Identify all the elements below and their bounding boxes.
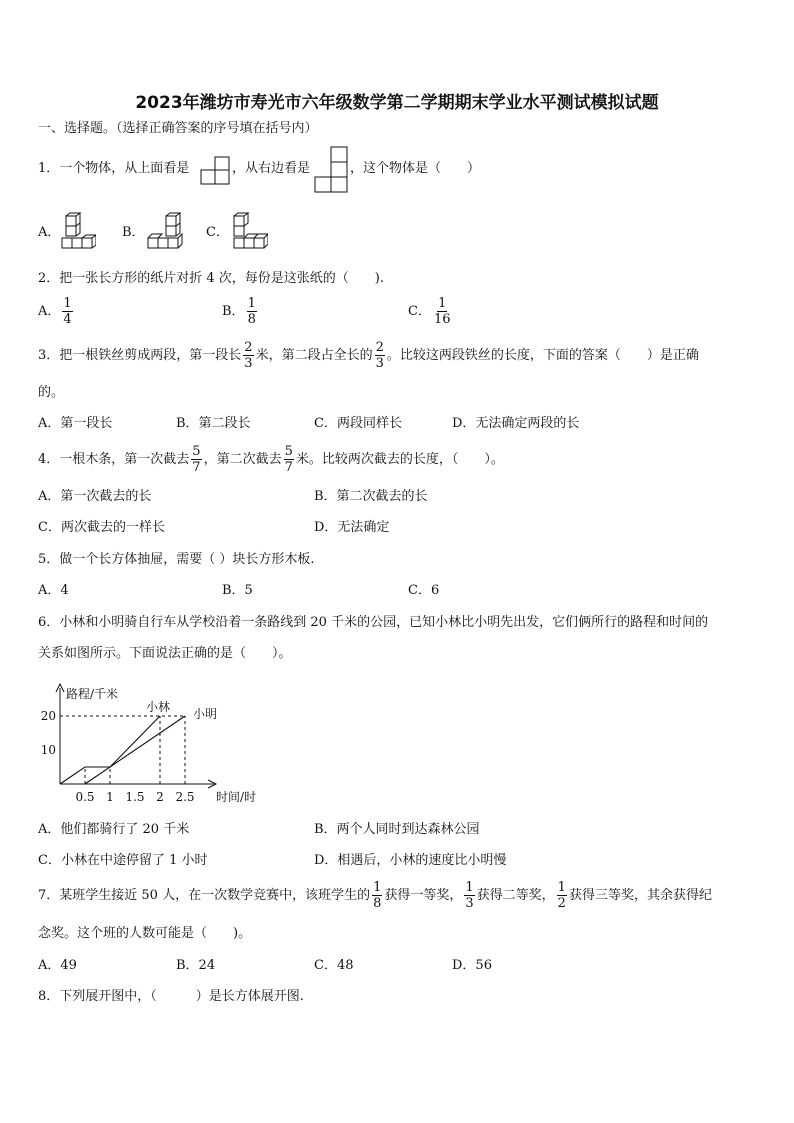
q7-option-d: D．56 xyxy=(452,958,492,973)
question-5-stem: 5．做一个长方体抽屉，需要（ ）块长方形木板. xyxy=(38,552,315,567)
q7-text-c: 获得二等奖， xyxy=(476,888,555,903)
x-axis-label: 时间/时 xyxy=(216,790,257,804)
q4-option-b: B．第二次截去的长 xyxy=(314,489,428,504)
q4-option-d: D．无法确定 xyxy=(314,520,390,535)
q4-text-a: 4．一根木条，第一次截去 xyxy=(38,452,190,467)
q7-option-b: B．24 xyxy=(176,958,216,973)
q6-option-b: B．两个人同时到达森林公园 xyxy=(314,822,480,837)
distance-time-chart xyxy=(36,680,276,812)
fraction-numerator: 1 xyxy=(557,880,566,895)
question-7-line-1 xyxy=(38,880,712,911)
series-line-xiaoming xyxy=(85,716,185,784)
x-tick-label: 1 xyxy=(106,790,114,804)
q2-option-c xyxy=(408,296,454,327)
series-line-xiaolin xyxy=(60,716,160,784)
question-1-text-c: ，这个物体是（ ） xyxy=(350,161,481,176)
q7-text-a: 7．某班学生接近 50 人，在一次数学竞赛中，该班学生的 xyxy=(38,888,371,903)
q6-option-a: A．他们都骑行了 20 千米 xyxy=(38,822,190,837)
fraction-denominator: 7 xyxy=(284,460,293,475)
q2-option-b-label: B． xyxy=(222,304,245,319)
cube-figure-b xyxy=(146,212,186,252)
question-1-text-a: 1．一个物体，从上面看是 xyxy=(38,161,190,176)
q7-option-a: A．49 xyxy=(38,958,77,973)
q3-option-d: D．无法确定两段的长 xyxy=(452,416,580,431)
q2-option-b xyxy=(222,296,259,327)
q5-option-b: B．5 xyxy=(222,583,253,598)
fraction xyxy=(464,880,474,911)
fraction-denominator: 7 xyxy=(192,460,201,475)
question-2-stem: 2．把一张长方形的纸片对折 4 次，每份是这张纸的（ ). xyxy=(38,271,385,286)
fraction xyxy=(243,340,253,371)
q5-option-c: C．6 xyxy=(408,583,440,598)
q3-text-b: 米，第二段占全长的 xyxy=(255,348,373,363)
series-label-xiaolin: 小林 xyxy=(145,700,171,714)
q1-option-a-label: A． xyxy=(38,225,61,240)
fraction xyxy=(372,880,382,911)
q3-option-a: A．第一段长 xyxy=(38,416,113,431)
q3-option-b: B．第二段长 xyxy=(176,416,251,431)
q6-option-d: D．相遇后，小林的速度比小明慢 xyxy=(314,853,507,868)
question-4-stem xyxy=(38,444,504,475)
fraction-denominator: 4 xyxy=(63,312,72,327)
question-6-line-2: 关系如图所示。下面说法正确的是（ ）。 xyxy=(38,646,292,661)
y-tick-label: 10 xyxy=(40,743,56,757)
y-tick-label: 20 xyxy=(40,709,56,723)
fraction-numerator: 5 xyxy=(192,444,201,459)
fraction-denominator: 8 xyxy=(247,312,256,327)
fraction-numerator: 1 xyxy=(373,880,382,895)
fraction-denominator: 3 xyxy=(465,896,474,911)
q4-text-c: 米。比较两次截去的长度，（ ）。 xyxy=(295,452,504,467)
question-3-line-2: 的。 xyxy=(38,385,65,400)
y-axis-label: 路程/千米 xyxy=(66,687,119,701)
q2-option-c-label: C． xyxy=(408,304,431,319)
question-1-text-b: ，从右边看是 xyxy=(232,161,311,176)
fraction xyxy=(375,340,385,371)
cube-figure-a xyxy=(58,212,96,252)
q1-option-b-label: B． xyxy=(122,225,145,240)
q4-option-a: A．第一次截去的长 xyxy=(38,489,152,504)
q3-text-a: 3．把一根铁丝剪成两段，第一段长 xyxy=(38,348,242,363)
fraction xyxy=(247,296,257,327)
page-title: 2023年潍坊市寿光市六年级数学第二学期期末学业水平测试模拟试题 xyxy=(135,93,659,113)
section-heading: 一、选择题。（选择正确答案的序号填在括号内） xyxy=(38,121,318,136)
q2-option-a xyxy=(38,296,75,327)
fraction-denominator: 16 xyxy=(433,312,451,327)
q5-option-a: A．4 xyxy=(38,583,69,598)
fraction-numerator: 1 xyxy=(63,296,72,311)
fraction-numerator: 1 xyxy=(465,880,474,895)
fraction-denominator: 3 xyxy=(244,356,253,371)
q4-option-c: C．两次截去的一样长 xyxy=(38,520,165,535)
q7-option-c: C．48 xyxy=(314,958,354,973)
question-7-line-2: 念奖。这个班的人数可能是（ )。 xyxy=(38,926,252,941)
fraction-numerator: 2 xyxy=(375,340,384,355)
q3-text-c: 。比较这两段铁丝的长度，下面的答案（ ）是正确 xyxy=(386,348,699,363)
x-tick-label: 2.5 xyxy=(175,790,195,804)
q4-text-b: ，第二次截去 xyxy=(203,452,282,467)
fraction xyxy=(62,296,72,327)
question-6-line-1: 6．小林和小明骑自行车从学校沿着一条路线到 20 千米的公园，已知小林比小明先出发，它们俩所行的路程和时间的 xyxy=(38,615,709,630)
q7-text-d: 获得三等奖，其余获得纪 xyxy=(568,888,712,903)
fraction-denominator: 2 xyxy=(557,896,566,911)
q6-option-c: C．小林在中途停留了 1 小时 xyxy=(38,853,208,868)
fraction-numerator: 5 xyxy=(284,444,293,459)
series-label-xiaoming: 小明 xyxy=(193,707,218,721)
q3-option-c: C．两段同样长 xyxy=(314,416,402,431)
right-view-figure xyxy=(314,146,350,194)
fraction-numerator: 1 xyxy=(247,296,256,311)
q1-option-c-label: C． xyxy=(206,225,229,240)
fraction xyxy=(433,296,452,327)
fraction-numerator: 2 xyxy=(244,340,253,355)
fraction-denominator: 8 xyxy=(373,896,382,911)
q2-option-a-label: A． xyxy=(38,304,61,319)
q7-text-b: 获得一等奖， xyxy=(384,888,463,903)
x-tick-label: 2 xyxy=(156,790,164,804)
fraction-denominator: 3 xyxy=(375,356,384,371)
fraction xyxy=(191,444,201,475)
x-tick-label: 0.5 xyxy=(75,790,95,804)
cube-figure-c xyxy=(228,212,268,252)
question-3-line-1 xyxy=(38,340,699,371)
fraction xyxy=(284,444,294,475)
fraction xyxy=(557,880,567,911)
top-view-figure xyxy=(200,156,232,186)
question-8-stem: 8．下列展开图中，（ ）是长方体展开图. xyxy=(38,989,304,1004)
fraction-numerator: 1 xyxy=(438,296,447,311)
x-tick-label: 1.5 xyxy=(125,790,145,804)
